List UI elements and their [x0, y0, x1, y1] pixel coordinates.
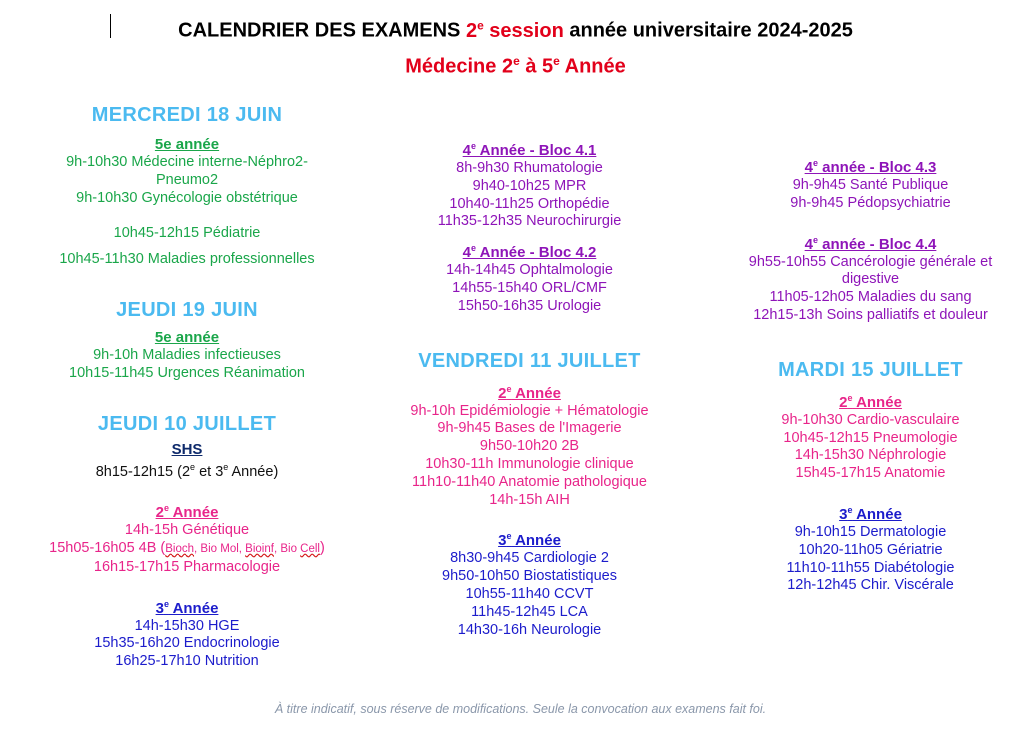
- exam-line: 8h-9h30 Rhumatologie: [456, 160, 603, 176]
- day-heading: MERCREDI 18 JUIN: [91, 104, 283, 126]
- exam-line: 8h30-9h45 Cardiologie 2: [450, 550, 609, 567]
- exam-line: 11h45-12h45 LCA: [471, 603, 588, 620]
- page-title: CALENDRIER DES EXAMENS 2e session année universitaire 2024-2025: [178, 18, 853, 42]
- exam-line: 9h50-10h20 2B: [479, 438, 580, 455]
- exam-line: 12h15-13h Soins palliatifs et douleur: [753, 306, 988, 323]
- exam-line: 11h35-12h35 Neurochirurgie: [437, 213, 622, 230]
- section-heading: 4e Année - Bloc 4.1: [462, 141, 597, 159]
- exam-line: 9h-10h30 Médecine interne-Néphro2-: [66, 154, 308, 170]
- column-right: [718, 154, 1023, 595]
- exam-line: 9h-10h30 Gynécologie obstétrique: [76, 189, 298, 206]
- exam-line: 9h50-10h50 Biostatistiques: [442, 568, 617, 585]
- exam-line: 9h55-10h55 Cancérologie générale et: [748, 253, 993, 270]
- exam-line: 9h-9h45 Pédopsychiatrie: [790, 194, 951, 211]
- exam-line: 10h45-11h30 Maladies professionnelles: [59, 251, 315, 268]
- exam-line: Pneumo2: [155, 171, 219, 188]
- exam-line: 11h10-11h55 Diabétologie: [786, 559, 955, 576]
- exam-line: 15h50-16h35 Urologie: [457, 297, 602, 314]
- section-heading: 3e Année: [839, 504, 902, 523]
- exam-line: 10h45-12h15 Pneumologie: [783, 429, 958, 446]
- exam-line: 14h-15h Génétique: [124, 522, 250, 539]
- exam-line: 10h55-11h40 CCVT: [465, 585, 594, 602]
- exam-line: 15h35-16h20 Endocrinologie: [94, 635, 280, 652]
- section-heading: 2e Année: [498, 383, 561, 402]
- exam-line: 15h05-16h05 4B (Bioch, Bio Mol, Bioinf, Bio Cell): [49, 540, 325, 556]
- exam-line: 14h-15h AIH: [489, 491, 570, 508]
- exam-line: 10h20-11h05 Gériatrie: [798, 541, 943, 558]
- exam-line: 10h45-12h15 Pédiatrie: [113, 225, 261, 242]
- exam-line: 15h45-17h15 Anatomie: [795, 465, 946, 482]
- day-heading: JEUDI 10 JUILLET: [97, 412, 277, 435]
- exam-line: 9h40-10h25 MPR: [472, 177, 587, 194]
- section-heading: 4e année - Bloc 4.4: [804, 234, 937, 253]
- exam-line: 10h15-11h45 Urgences Réanimation: [69, 364, 305, 381]
- day-heading: JEUDI 19 JUIN: [116, 298, 258, 321]
- section-heading: SHS: [171, 440, 203, 458]
- disclaimer-note: À titre indicatif, sous réserve de modifications. Seule la convocation aux examens fait foi.: [274, 702, 767, 716]
- page-subtitle: Médecine 2e à 5e Année: [405, 53, 626, 78]
- day-heading: MARDI 15 JUILLET: [778, 358, 963, 381]
- exam-line: 14h-15h30 HGE: [134, 617, 240, 634]
- exam-line: 14h-15h30 Néphrologie: [794, 447, 947, 464]
- exam-line: 9h-10h15 Dermatologie: [794, 523, 947, 540]
- section-heading: 2e Année: [839, 392, 902, 411]
- exam-line: digestive: [841, 271, 900, 288]
- page-header: [0, 12, 1031, 79]
- exam-line: 12h-12h45 Chir. Viscérale: [787, 577, 954, 594]
- exam-line: 14h55-15h40 ORL/CMF: [452, 279, 607, 296]
- exam-line: 9h-10h30 Cardio-vasculaire: [781, 411, 960, 428]
- exam-line: 16h25-17h10 Nutrition: [115, 653, 259, 670]
- exam-line: 16h15-17h15 Pharmacologie: [93, 558, 281, 575]
- exam-line: 11h05-12h05 Maladies du sang: [769, 289, 972, 306]
- exam-line: 10h30-11h Immunologie clinique: [425, 455, 634, 472]
- exam-line: 9h-10h Epidémiologie + Hématologie: [410, 402, 649, 419]
- column-left: [22, 102, 352, 671]
- section-heading: 3e Année: [498, 531, 561, 550]
- exam-line: 14h30-16h Neurologie: [457, 621, 602, 638]
- exam-line: 9h-9h45 Bases de l'Imagerie: [437, 420, 622, 437]
- section-heading: 4e année - Bloc 4.3: [804, 158, 937, 176]
- section-heading: 4e Année - Bloc 4.2: [462, 243, 597, 262]
- exam-line: 8h15-12h15 (2e et 3e Année): [95, 461, 279, 480]
- section-heading: 3e Année: [155, 598, 219, 617]
- section-heading: 5e année: [154, 136, 220, 153]
- exam-line: 11h10-11h40 Anatomie pathologique: [412, 473, 647, 490]
- exam-line: 9h-9h45 Santé Publique: [792, 177, 949, 193]
- exam-line: 10h40-11h25 Orthopédie: [449, 195, 610, 212]
- column-middle: [362, 137, 697, 639]
- exam-line: 9h-10h Maladies infectieuses: [93, 346, 281, 363]
- exam-line: 14h-14h45 Ophtalmologie: [446, 262, 613, 279]
- section-heading: 2e Année: [155, 503, 219, 522]
- day-heading: VENDREDI 11 JUILLET: [418, 349, 641, 372]
- section-heading: 5e année: [154, 328, 220, 346]
